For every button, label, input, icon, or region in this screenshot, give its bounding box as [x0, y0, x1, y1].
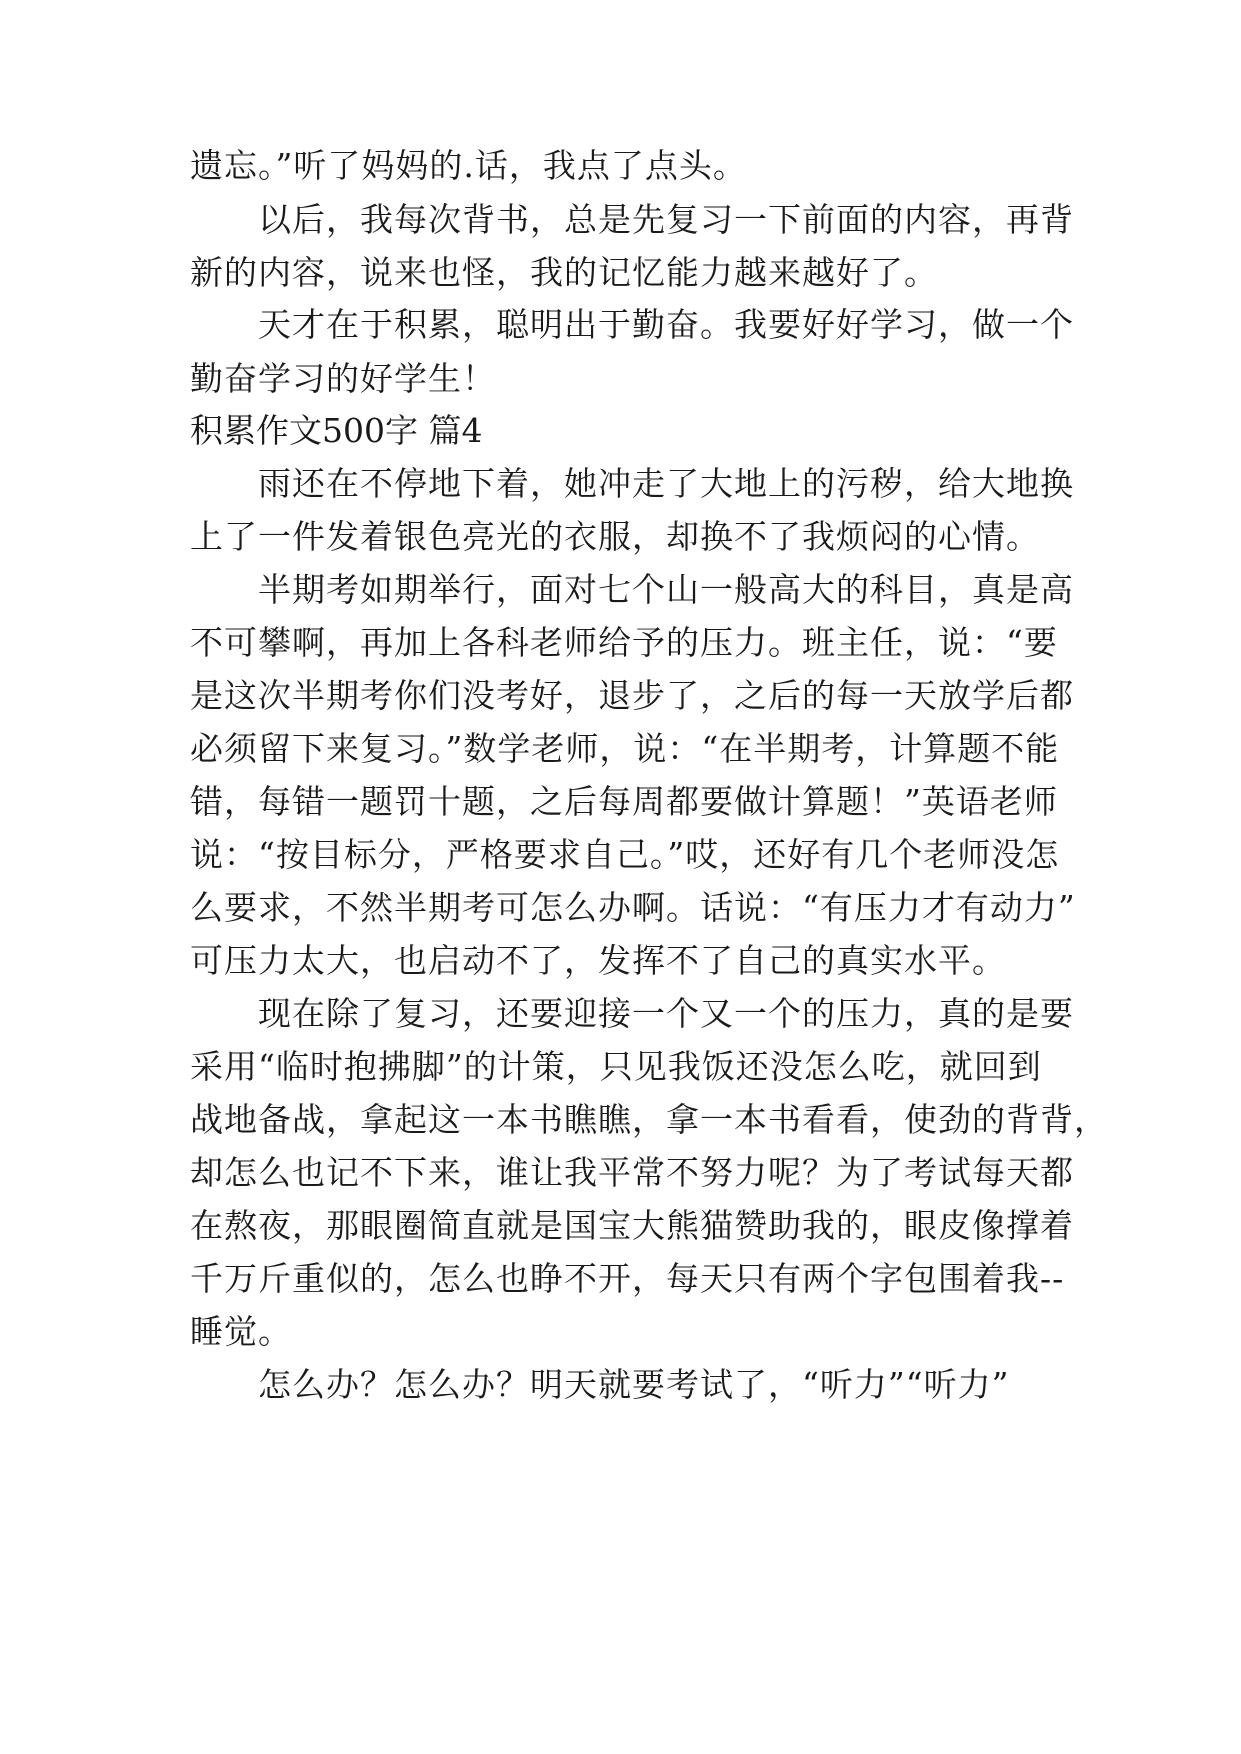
text-line: 睡觉。	[190, 1312, 292, 1351]
text-line: 采用“临时抱拂脚”的计策，只见我饭还没怎么吃，就回到	[190, 1047, 1042, 1086]
paragraph-start-line: 现在除了复习，还要迎接一个又一个的压力，真的是要	[258, 994, 1074, 1033]
text-line: 新的内容，说来也怪，我的记忆能力越来越好了。	[190, 253, 938, 292]
text-line: 说：“按目标分，严格要求自己。”哎，还好有几个老师没怎	[190, 835, 1060, 874]
paragraph-start-line: 半期考如期举行，面对七个山一般高大的科目，真是高	[258, 570, 1074, 609]
paragraph-start-line: 以后，我每次背书，总是先复习一下前面的内容，再背	[258, 200, 1074, 239]
paragraph-start-line: 雨还在不停地下着，她冲走了大地上的污秽，给大地换	[258, 464, 1074, 503]
text-line: 勤奋学习的好学生！	[190, 359, 496, 398]
section-heading: 积累作文500字 篇4	[190, 411, 483, 450]
text-line: 战地备战，拿起这一本书瞧瞧，拿一本书看看，使劲的背背，	[190, 1100, 1108, 1139]
text-line: 遗忘。”听了妈妈的.话，我点了点头。	[190, 146, 747, 185]
text-line: 错，每错一题罚十题，之后每周都要做计算题！”英语老师	[190, 782, 1058, 821]
paragraph-start-line: 怎么办？怎么办？明天就要考试了，“听力”“听力”	[258, 1365, 1010, 1404]
text-line: 在熬夜，那眼圈简直就是国宝大熊猫赞助我的，眼皮像撑着	[190, 1206, 1074, 1245]
text-line: 是这次半期考你们没考好，退步了，之后的每一天放学后都	[190, 676, 1074, 715]
text-line: 不可攀啊，再加上各科老师给予的压力。班主任，说：“要	[190, 623, 1058, 662]
text-line: 千万斤重似的，怎么也睁不开，每天只有两个字包围着我--	[190, 1259, 1065, 1298]
text-line: 么要求，不然半期考可怎么办啊。话说：“有压力才有动力”	[190, 888, 1076, 927]
text-line: 上了一件发着银色亮光的衣服，却换不了我烦闷的心情。	[190, 517, 1040, 556]
paragraph-start-line: 天才在于积累，聪明出于勤奋。我要好好学习，做一个	[258, 305, 1074, 344]
text-line: 必须留下来复习。”数学老师，说：“在半期考，计算题不能	[190, 729, 1060, 768]
text-line: 却怎么也记不下来，谁让我平常不努力呢？为了考试每天都	[190, 1153, 1074, 1192]
text-line: 可压力太大，也启动不了，发挥不了自己的真实水平。	[190, 941, 1006, 980]
